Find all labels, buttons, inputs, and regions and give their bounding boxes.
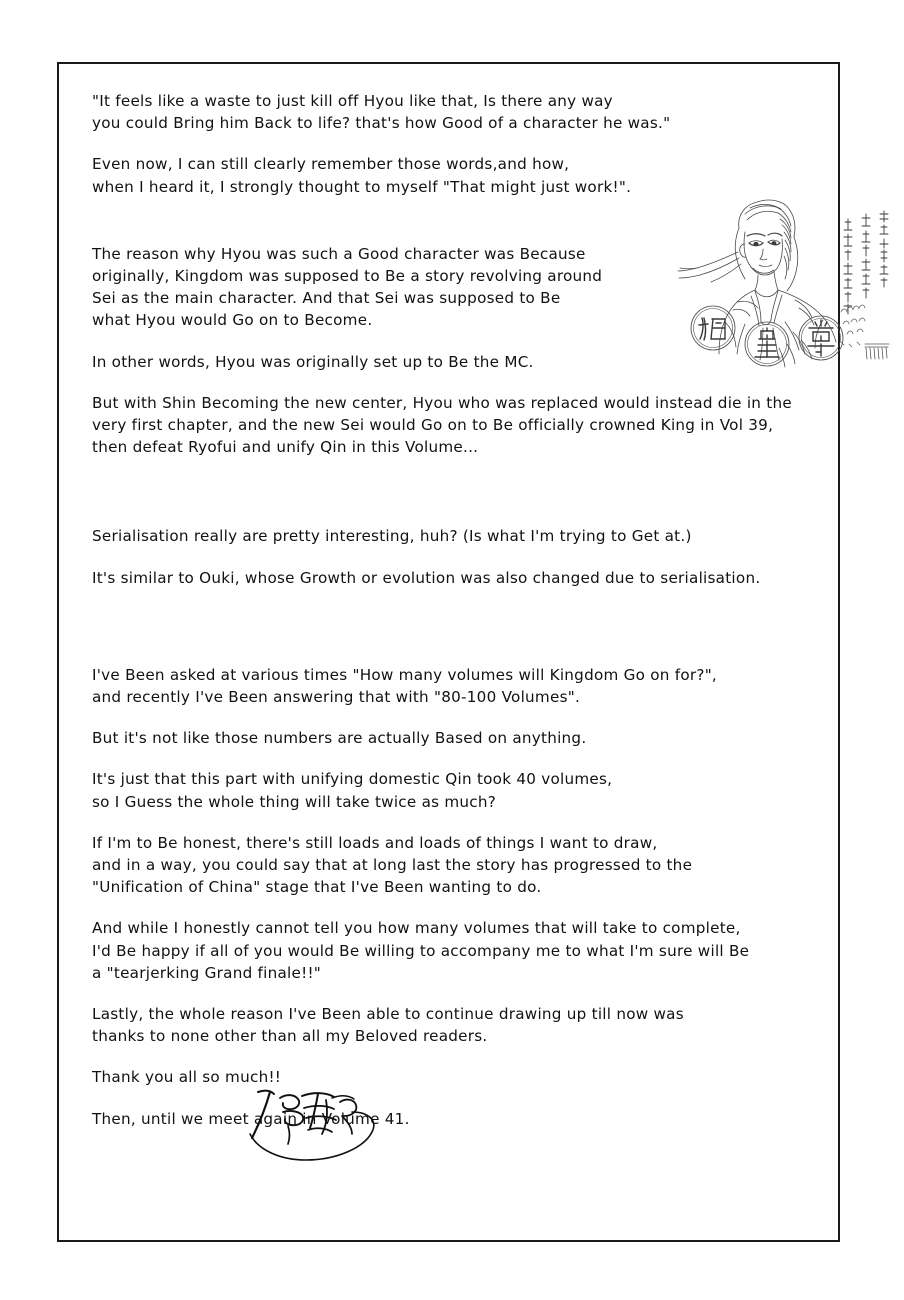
vertical-spacer xyxy=(92,608,807,664)
paragraph-shin-center xyxy=(92,392,807,459)
vertical-spacer xyxy=(92,477,807,525)
sketch-svg xyxy=(675,192,899,370)
paragraph-grand-finale xyxy=(92,917,807,984)
paragraph-thanks-readers xyxy=(92,1003,807,1047)
text-line: But with Shin Becoming the new center, Hyou who was replaced would instead die in the xyxy=(92,393,792,412)
text-line: and recently I've Been answering that with "80-100 Volumes". xyxy=(92,688,581,707)
text-line: what Hyou would Go on to Become. xyxy=(92,311,373,330)
text-line: In other words, Hyou was originally set up to Be the MC. xyxy=(92,352,534,371)
text-line: very first chapter, and the new Sei would Go on to Be officially crowned King in Vol 39, xyxy=(92,416,774,435)
paragraph-ouki xyxy=(92,567,807,589)
paragraph-quote-intro xyxy=(92,90,807,134)
page-border-frame xyxy=(57,62,840,1242)
text-line: originally, Kingdom was supposed to Be a story revolving around xyxy=(92,267,603,286)
text-line: so I Guess the whole thing will take twice as much? xyxy=(92,792,497,811)
paragraph-serialisation xyxy=(92,525,807,547)
text-line: then defeat Ryofui and unify Qin in this Volume... xyxy=(92,438,479,457)
text-line: It's just that this part with unifying domestic Qin took 40 volumes, xyxy=(92,770,613,789)
text-line: "Unification of China" stage that I've Been wanting to do. xyxy=(92,878,542,897)
text-line: Serialisation really are pretty interesting, huh? (Is what I'm trying to Get at.) xyxy=(92,527,692,546)
text-line: Then, until we meet again in Volume 41. xyxy=(92,1109,410,1128)
text-line: thanks to none other than all my Beloved readers. xyxy=(92,1027,488,1046)
paragraph-numbers-basis xyxy=(92,727,807,749)
signature-svg xyxy=(228,1068,398,1168)
text-line: "It feels like a waste to just kill off Hyou like that, Is there any way xyxy=(92,92,613,110)
text-line: Even now, I can still clearly remember those words,and how, xyxy=(92,155,570,174)
author-signature xyxy=(228,1068,398,1168)
paragraph-thank-you xyxy=(92,1066,807,1088)
text-line: you could Bring him Back to life? that's how Good of a character he was." xyxy=(92,114,671,133)
text-line: If I'm to Be honest, there's still loads and loads of things I want to draw, xyxy=(92,833,658,852)
text-line: It's similar to Ouki, whose Growth or evolution was also changed due to serialisation. xyxy=(92,568,761,587)
paragraph-honest-draw xyxy=(92,832,807,899)
text-line: I'd Be happy if all of you would Be willing to accompany me to what I'm sure will Be xyxy=(92,941,750,960)
text-line: The reason why Hyou was such a Good character was Because xyxy=(92,244,586,263)
text-line: And while I honestly cannot tell you how many volumes that will take to complete, xyxy=(92,919,741,938)
text-line: I've Been asked at various times "How many volumes will Kingdom Go on for?", xyxy=(92,665,718,684)
paragraph-forty-volumes xyxy=(92,768,807,812)
text-line: But it's not like those numbers are actually Based on anything. xyxy=(92,729,587,748)
text-line: Sei as the main character. And that Sei was supposed to Be xyxy=(92,289,561,308)
text-line: Lastly, the whole reason I've Been able to continue drawing up till now was xyxy=(92,1005,684,1024)
text-line: when I heard it, I strongly thought to myself "That might just work!". xyxy=(92,177,632,196)
text-line: a "tearjerking Grand finale!!" xyxy=(92,963,322,982)
ei-sei-sketch-illustration xyxy=(675,192,899,370)
paragraph-until-volume-41 xyxy=(92,1108,807,1130)
paragraph-volume-question xyxy=(92,664,807,708)
text-line: Thank you all so much!! xyxy=(92,1068,282,1087)
text-line: and in a way, you could say that at long last the story has progressed to the xyxy=(92,856,693,875)
